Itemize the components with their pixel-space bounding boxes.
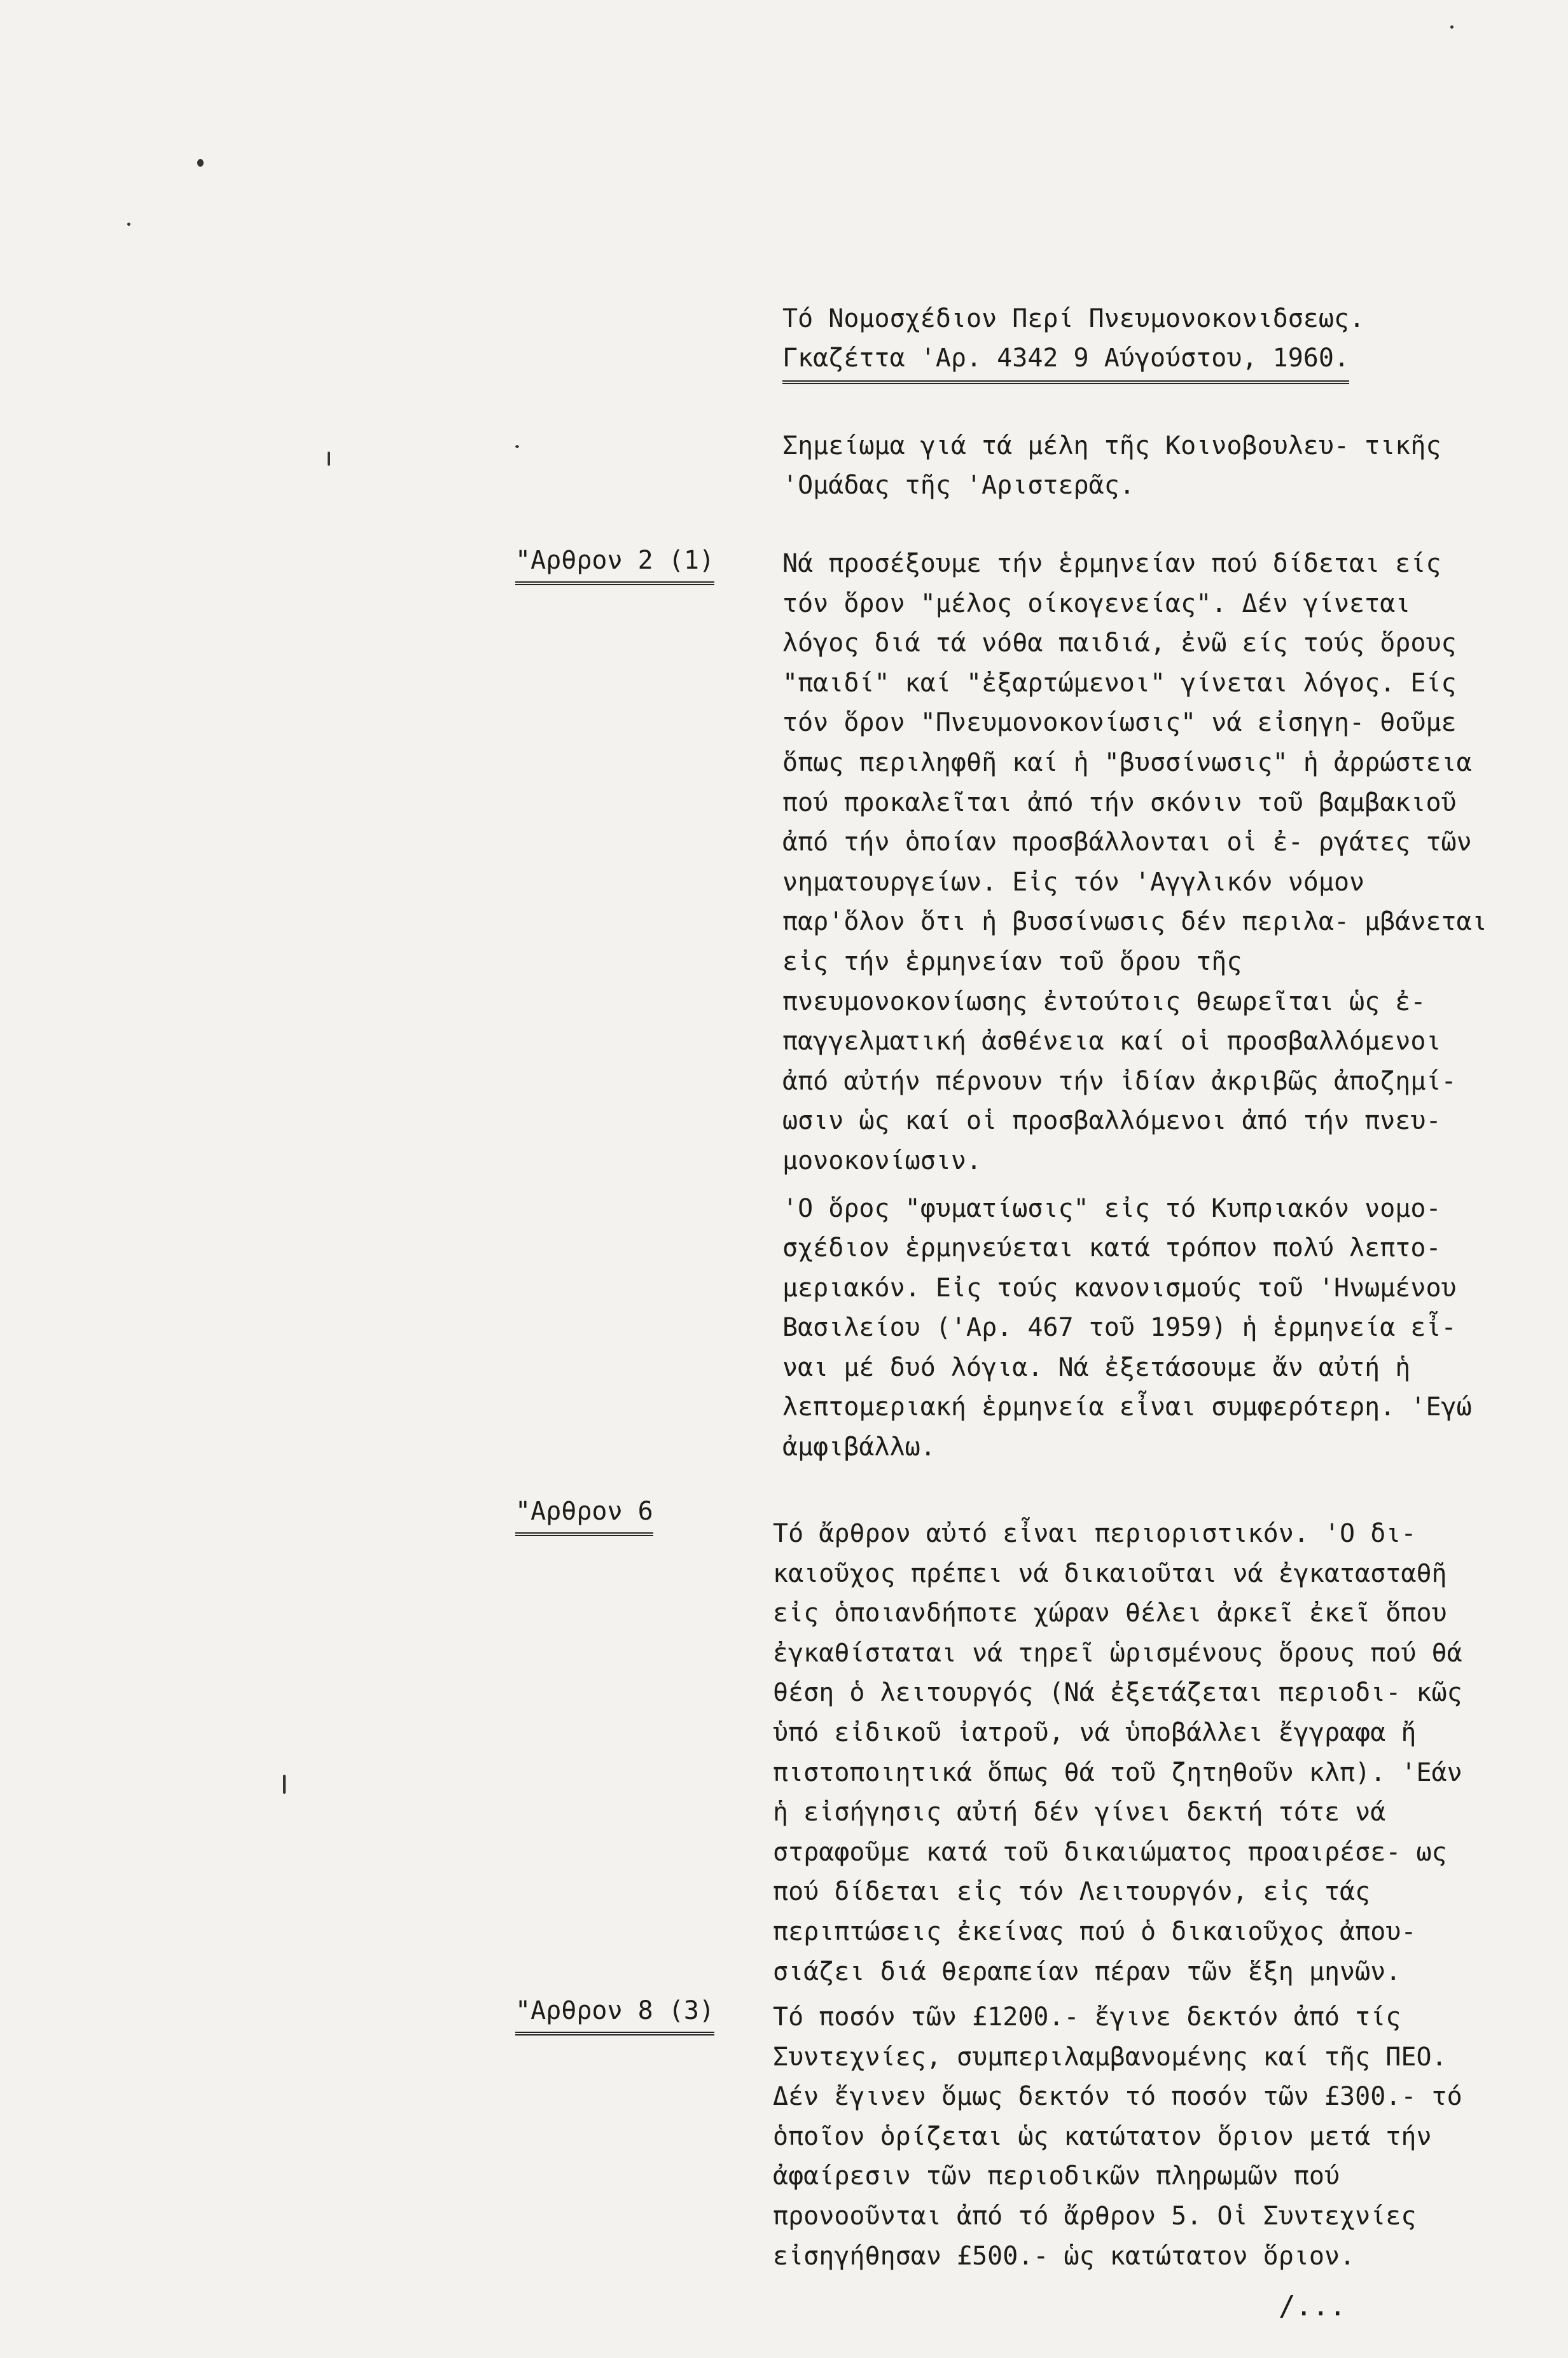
header-gazette-reference: Γκαζέττα 'Αρ. 4342 9 Αύγούστου, 1960. (782, 338, 1349, 384)
scan-speck (1450, 25, 1454, 29)
scan-speck (283, 1775, 286, 1794)
continuation-mark: /... (1279, 2290, 1346, 2322)
article-2-1-label: "Αρθρον 2 (1) (515, 541, 714, 585)
article-2-1-text (782, 544, 1495, 1467)
article-2-1-paragraph-1: Νά προσέξουμε τήν ἑρμηνείαν πού δίδεται είς τόν ὅρον "μέλος οίκογενείας". Δέν γίνεται λόγος διά τά νόθα παιδιά, ἐνῶ είς τούς ὅρους "παιδί" καί "ἐξαρτώμενοι" γίνεται λόγος. Είς τόν ὅρον "Πνευμονοκονίωσις" νά εἰσηγη- θοῦμε ὅπως περιληφθῆ καί ἡ "βυσσίνωσις" ἡ ἀρρώστεια πού προκαλεῖται ἀπό τήν σκόνιν τοῦ βαμβακιοῦ ἀπό τήν ὁποίαν προσβάλλονται οἱ ἐ- ργάτες τῶν νηματουργείων. Εἰς τόν 'Αγγλικόν νόμον παρ'ὅλον ὅτι ἡ βυσσίνωσις δέν περιλα- μβάνεται εἰς τήν ἑρμηνείαν τοῦ ὅρου τῆς πνευμονοκονίωσης ἐντούτοις θεωρεῖται ὡς ἐ- παγγελματική ἀσθένεια καί οἱ προσβαλλόμενοι ἀπό αὐτήν πέρνουν τήν ἰδίαν ἀκριβῶς ἀποζημί- ωσιν ὡς καί οἱ προσβαλλόμενοι ἀπό τήν πνευ- μονοκονίωσιν. (782, 549, 1487, 1176)
article-6-label: "Αρθρον 6 (515, 1492, 653, 1536)
scan-speck (127, 223, 130, 226)
scan-speck (197, 159, 204, 167)
article-6-text (773, 1514, 1485, 1992)
article-8-3-text (773, 1997, 1485, 2276)
document-header (782, 299, 1450, 384)
note-heading: Σημείωμα γιά τά μέλη τῆς Κοινοβουλευ- τικῆς 'Ομάδας τῆς 'Αριστερᾶς. (782, 431, 1441, 500)
article-6-paragraph-1: Τό ἄρθρον αὐτό εἶναι περιοριστικόν. 'Ο δι- καιοῦχος πρέπει νά δικαιοῦται νά ἐγκατασταθῆ εἰς ὁποιανδήποτε χώραν θέλει ἀρκεῖ ἐκεῖ ὅπου ἐγκαθίσταται νά τηρεῖ ὡρισμένους ὅρους πού θά θέση ὁ λειτουργός (Νά ἐξετάζεται περιοδι- κῶς ὑπό εἰδικοῦ ἰατροῦ, νά ὑποβάλλει ἔγγραφα ἤ πιστοποιητικά ὅπως θά τοῦ ζητηθοῦν κλπ). 'Εάν ἡ εἰσήγησις αὐτή δέν γίνει δεκτή τότε νά στραφοῦμε κατά τοῦ δικαιώματος προαιρέσε- ως πού δίδεται εἰς τόν Λειτουργόν, εἰς τάς περιπτώσεις ἐκείνας πού ὁ δικαιοῦχος ἀπου- σιάζει διά θεραπείαν πέραν τῶν ἕξη μηνῶν. (773, 1519, 1462, 1987)
header-title: Τό Νομοσχέδιον Περί Πνευμονοκονιδσεως. (782, 304, 1365, 333)
scan-speck (328, 452, 330, 466)
article-8-3-paragraph-1: Τό ποσόν τῶν £1200.- ἔγινε δεκτόν ἀπό τίς Συντεχνίες, συμπεριλαμβανομένης καί τῆς ΠΕΟ. Δέν ἔγινεν ὅμως δεκτόν τό ποσόν τῶν £300.- τό ὁποῖον ὁρίζεται ὡς κατώτατον ὅριον μετά τήν ἀφαίρεσιν τῶν περιοδικῶν πληρωμῶν πού προνοοῦνται ἀπό τό ἄρθρον 5. Οἱ Συντεχνίες εἰσηγήθησαν £500.- ὡς κατώτατον ὅριον. (773, 2002, 1462, 2271)
scan-speck (515, 445, 519, 448)
article-2-1-paragraph-2: 'Ο ὅρος "φυματίωσις" εἰς τό Κυπριακόν νομο- σχέδιον ἑρμηνεύεται κατά τρόπον πολύ λεπτο- μεριακόν. Εἰς τούς κανονισμούς τοῦ 'Ηνωμένου Βασιλείου ('Αρ. 467 τοῦ 1959) ἡ ἑρμηνεία εἶ- ναι μέ δυό λόγια. Νά ἐξετάσουμε ἄν αὐτή ἡ λεπτομεριακή ἑρμηνεία εἶναι συμφερότερη. 'Εγώ ἀμφιβάλλω. (782, 1193, 1472, 1462)
article-8-3-label: "Αρθρον 8 (3) (515, 1991, 714, 2036)
